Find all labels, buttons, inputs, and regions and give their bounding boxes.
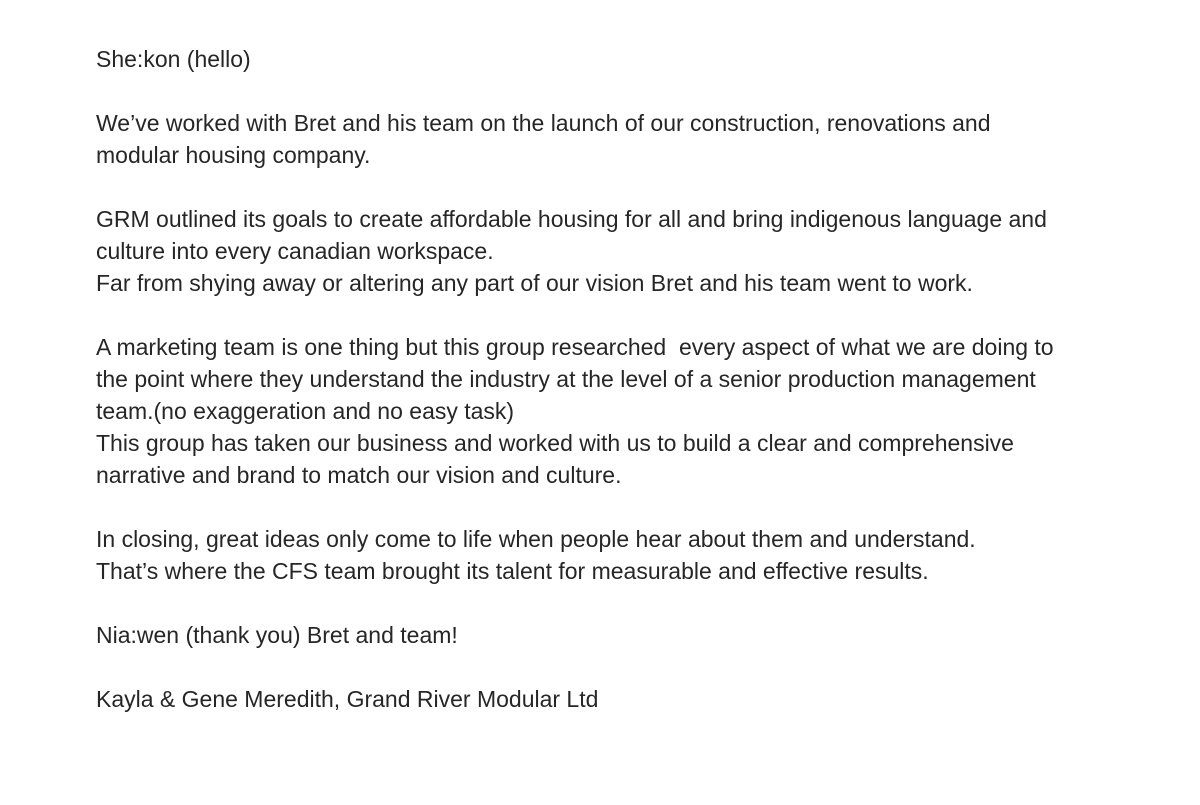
- paragraph-closing: [96, 523, 1176, 587]
- text-line: the point where they understand the industry at the level of a senior production management: [96, 366, 1036, 392]
- text-line: In closing, great ideas only come to life when people hear about them and understand.: [96, 526, 976, 552]
- text-line: team.(no exaggeration and no easy task): [96, 398, 515, 424]
- text-line: narrative and brand to match our vision and culture.: [96, 462, 622, 488]
- thanks-line: [96, 619, 1176, 651]
- text-line: This group has taken our business and worked with us to build a clear and comprehensive: [96, 430, 1014, 456]
- paragraph-research: [96, 331, 1176, 491]
- paragraph-launch: [96, 107, 1176, 171]
- text-line: modular housing company.: [96, 142, 371, 168]
- paragraph-goals: [96, 203, 1176, 299]
- text-line: Nia:wen (thank you) Bret and team!: [96, 622, 458, 648]
- testimonial-letter: [96, 43, 1176, 747]
- greeting: [96, 43, 1176, 75]
- text-line: culture into every canadian workspace.: [96, 238, 494, 264]
- text-line: That’s where the CFS team brought its talent for measurable and effective results.: [96, 558, 929, 584]
- text-line: Far from shying away or altering any part of our vision Bret and his team went to work.: [96, 270, 973, 296]
- text-line: GRM outlined its goals to create affordable housing for all and bring indigenous language and: [96, 206, 1047, 232]
- signature-line: Kayla & Gene Meredith, Grand River Modular Ltd: [96, 686, 599, 712]
- greeting-line: She:kon (hello): [96, 46, 251, 72]
- signature: [96, 683, 1176, 715]
- text-line: A marketing team is one thing but this group researched every aspect of what we are doing to: [96, 334, 1054, 360]
- text-line: We’ve worked with Bret and his team on the launch of our construction, renovations and: [96, 110, 991, 136]
